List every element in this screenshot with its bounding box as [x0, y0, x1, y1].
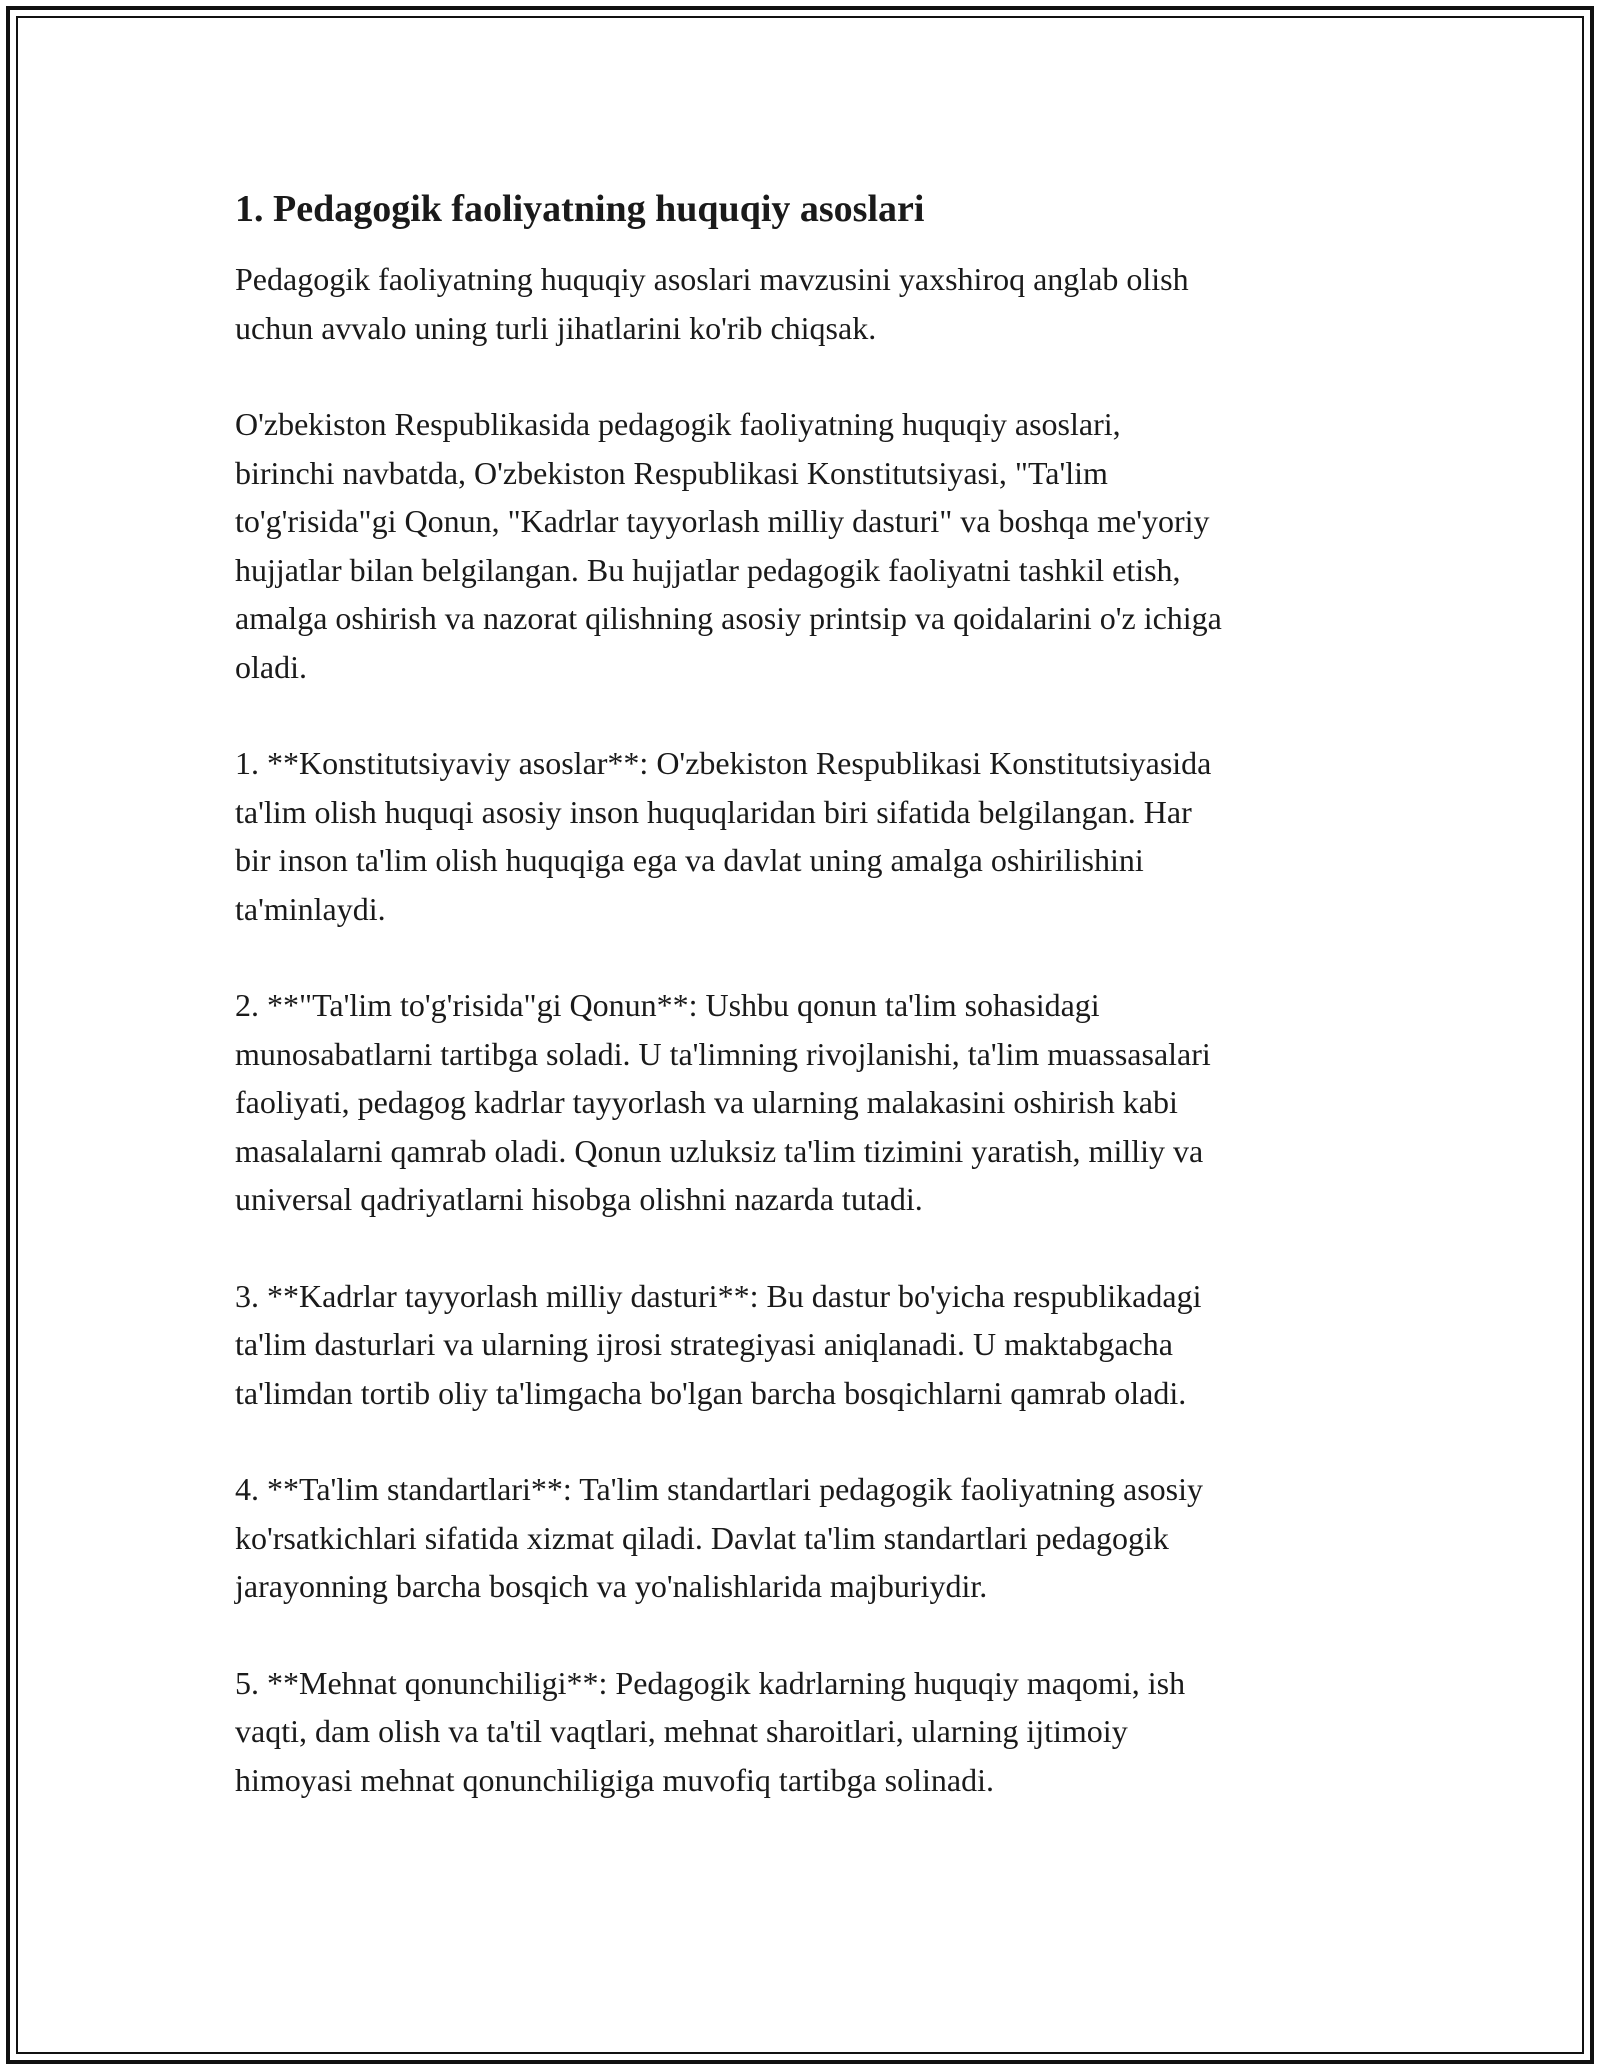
list-item-labor-law: 5. **Mehnat qonunchiligi**: Pedagogik kadrlarning huquqiy maqomi, ish vaqti, dam olish va ta'til vaqtlari, mehnat sharoitlari, ularning ijtimoiy himoyasi mehnat qonunchiligiga muvofiq tartibga solinadi.: [235, 1664, 1186, 1798]
list-item-education-standards: 4. **Ta'lim standartlari**: Ta'lim standartlari pedagogik faoliyatning asosiy ko'rsatkichlari sifatida xizmat qiladi. Davlat ta'lim standartlari pedagogik jarayonning barcha bosqich va yo'nalishlarida majburiydir.: [235, 1471, 1204, 1604]
legal-basis-paragraph: O'zbekiston Respublikasida pedagogik faoliyatning huquqiy asoslari, birinchi navbatda, O'zbekiston Respublikasi Konstitutsiyasi, "Ta'lim to'g'risida"gi Qonun, "Kadrlar tayyorlash milliy dasturi" va boshqa me'yoriy hujjatlar bilan belgilangan. Bu hujjatlar pedagogik faoliyatni tashkil etish, amalga oshirish va nazorat qilishning asosiy printsip va qoidalarini o'z ichiga oladi.: [235, 406, 1222, 685]
document-title: 1. Pedagogik faoliyatning huquqiy asoslari: [235, 188, 925, 230]
intro-paragraph: Pedagogik faoliyatning huquqiy asoslari mavzusini yaxshiroq anglab olish uchun avvalo uning turli jihatlarini ko'rib chiqsak.: [235, 261, 1189, 346]
list-item-constitution: 1. **Konstitutsiyaviy asoslar**: O'zbekiston Respublikasi Konstitutsiyasida ta'lim olish huquqi asosiy inson huquqlaridan biri sifatida belgilangan. Har bir inson ta'lim olish huquqiga ega va davlat uning amalga oshirilishini ta'minlaydi.: [235, 745, 1212, 927]
list-item-education-law: 2. **"Ta'lim to'g'risida"gi Qonun**: Ushbu qonun ta'lim sohasidagi munosabatlarni tartibga soladi. U ta'limning rivojlanishi, ta'lim muassasalari faoliyati, pedagog kadrlar tayyorlash va ularning malakasini oshirish kabi masalalarni qamrab oladi. Qonun uzluksiz ta'lim tizimini yaratish, milliy va universal qadriyatlarni hisobga olishni nazarda tutadi.: [235, 987, 1211, 1217]
list-item-training-program: 3. **Kadrlar tayyorlash milliy dasturi**: Bu dastur bo'yicha respublikadagi ta'lim dasturlari va ularning ijrosi strategiyasi aniqlanadi. U maktabgacha ta'limdan tortib oliy ta'limgacha bo'lgan barcha bosqichlarni qamrab oladi.: [235, 1277, 1202, 1411]
document-body: [235, 185, 1375, 1852]
